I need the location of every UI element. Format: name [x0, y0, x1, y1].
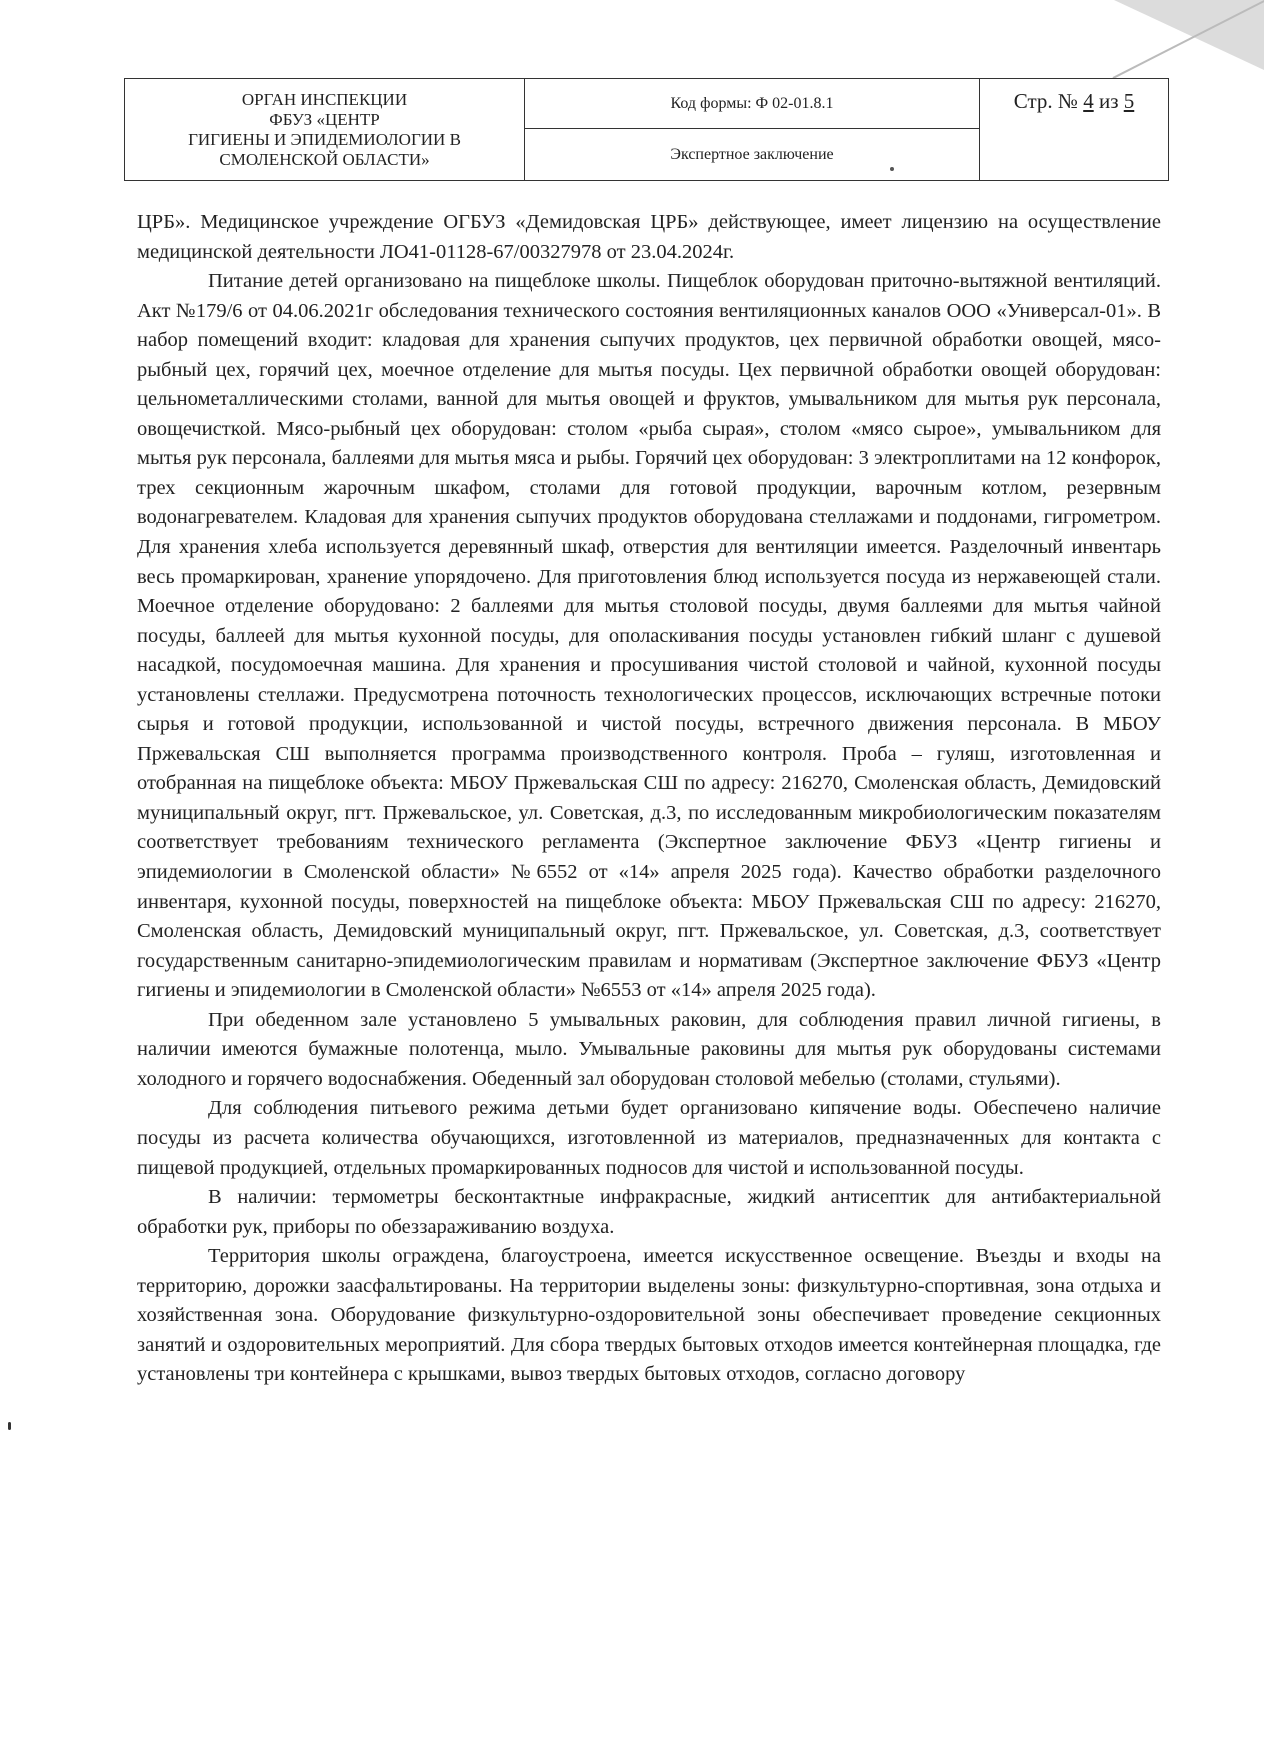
org-line: ФБУЗ «ЦЕНТР — [269, 109, 380, 129]
org-line: СМОЛЕНСКОЙ ОБЛАСТИ» — [219, 149, 430, 169]
scan-speck — [890, 167, 894, 171]
document-body — [137, 208, 1161, 1390]
form-code: Код формы: Ф 02-01.8.1 — [525, 79, 980, 129]
inspection-body-name — [125, 79, 525, 181]
scan-speck — [8, 1422, 11, 1430]
paragraph: Питание детей организовано на пищеблоке школы. Пищеблок оборудован приточно-вытяжной вентиляций. Акт №179/6 от 04.06.2021г обследования технического состояния вентиляционных каналов ООО «Универсал-01». В набор помещений входит: кладовая для хранения сыпучих продуктов, цех первичной обработки овощей, мясо-рыбный цех, горячий цех, моечное отделение для мытья посуды. Цех первичной обработки овощей оборудован: цельнометаллическими столами, ванной для мытья овощей и фруктов, умывальником для мытья рук персонала, овощечисткой. Мясо-рыбный цех оборудован: столом «рыба сырая», столом «мясо сырое», умывальником для мытья рук персонала, баллеями для мытья мяса и рыбы. Горячий цех оборудован: 3 электроплитами на 12 конфорок, трех секционным жарочным шкафом, столами для готовой продукции, варочным котлом, резервным водонагревателем. Кладовая для хранения сыпучих продуктов оборудована стеллажами и поддонами, гигрометром. Для хранения хлеба используется деревянный шкаф, отверстия для вентиляции имеется. Разделочный инвентарь весь промаркирован, хранение упорядочено. Для приготовления блюд используется посуда из нержавеющей стали. Моечное отделение оборудовано: 2 баллеями для мытья столовой посуды, двумя баллеями для мытья чайной посуды, баллеей для мытья кухонной посуды, для ополаскивания посуды установлен гибкий шланг с душевой насадкой, посудомоечная машина. Для хранения и просушивания чистой столовой и чайной, кухонной посуды установлены стеллажи. Предусмотрена поточность технологических процессов, исключающих встречные потоки сырья и готовой продукции, использованной и чистой посуды, встречного движения персонала. В МБОУ Пржевальская СШ выполняется программа производственного контроля. Проба – гуляш, изготовленная и отобранная на пищеблоке объекта: МБОУ Пржевальская СШ по адресу: 216270, Смоленская область, Демидовский муниципальный округ, пгт. Пржевальское, ул. Советская, д.3, по исследованным микробиологическим показателям соответствует требованиям технического регламента (Экспертное заключение ФБУЗ «Центр гигиены и эпидемиологии в Смоленской области» №6552 от «14» апреля 2025 года). Качество обработки разделочного инвентаря, кухонной посуды, поверхностей на пищеблоке объекта: МБОУ Пржевальская СШ по адресу: 216270, Смоленская область, Демидовский муниципальный округ, пгт. Пржевальское, ул. Советская, д.3, соответствует государственным санитарно-эпидемиологическим правилам и нормативам (Экспертное заключение ФБУЗ «Центр гигиены и эпидемиологии в Смоленской области» №6553 от «14» апреля 2025 года). — [137, 270, 1161, 1002]
paragraph: В наличии: термометры бесконтактные инфракрасные, жидкий антисептик для антибактериальной обработки рук, приборы по обеззараживанию воздуха. — [137, 1186, 1161, 1238]
page-prefix: Стр. № — [1013, 89, 1078, 113]
paragraph: Территория школы ограждена, благоустроена, имеется искусственное освещение. Въезды и входы на территорию, дорожки заасфальтированы. На территории выделены зоны: физкультурно-спортивная, зона отдыха и хозяйственная зона. Оборудование физкультурно-оздоровительной зоны обеспечивает проведение секционных занятий и оздоровительных мероприятий. Для сбора твердых бытовых отходов имеется контейнерная площадка, где установлены три контейнера с крышками, вывоз твердых бытовых отходов, согласно договору — [137, 1245, 1161, 1386]
page-number — [980, 79, 1169, 181]
page-total: 5 — [1123, 89, 1135, 113]
document-type: Экспертное заключение — [525, 129, 980, 181]
paragraph: Для соблюдения питьевого режима детьми будет организовано кипячение воды. Обеспечено наличие посуды из расчета количества обучающихся, изготовленной из материалов, предназначенных для контакта с пищевой продукцией, отдельных промаркированных подносов для чистой и использованной посуды. — [137, 1097, 1161, 1179]
paragraph: ЦРБ». Медицинское учреждение ОГБУЗ «Демидовская ЦРБ» действующее, имеет лицензию на осуществление медицинской деятельности ЛО41-01128-67/00327978 от 23.04.2024г. — [137, 211, 1161, 263]
document-header-table — [124, 78, 1169, 181]
org-line: ГИГИЕНЫ И ЭПИДЕМИОЛОГИИ В — [188, 129, 461, 149]
page-separator: из — [1098, 89, 1119, 113]
page-current: 4 — [1083, 89, 1094, 113]
paragraph: При обеденном зале установлено 5 умывальных раковин, для соблюдения правил личной гигиены, в наличии имеются бумажные полотенца, мыло. Умывальные раковины для мытья рук оборудованы системами холодного и горячего водоснабжения. Обеденный зал оборудован столовой мебелью (столами, стульями). — [137, 1008, 1161, 1090]
org-line: ОРГАН ИНСПЕКЦИИ — [241, 89, 408, 109]
